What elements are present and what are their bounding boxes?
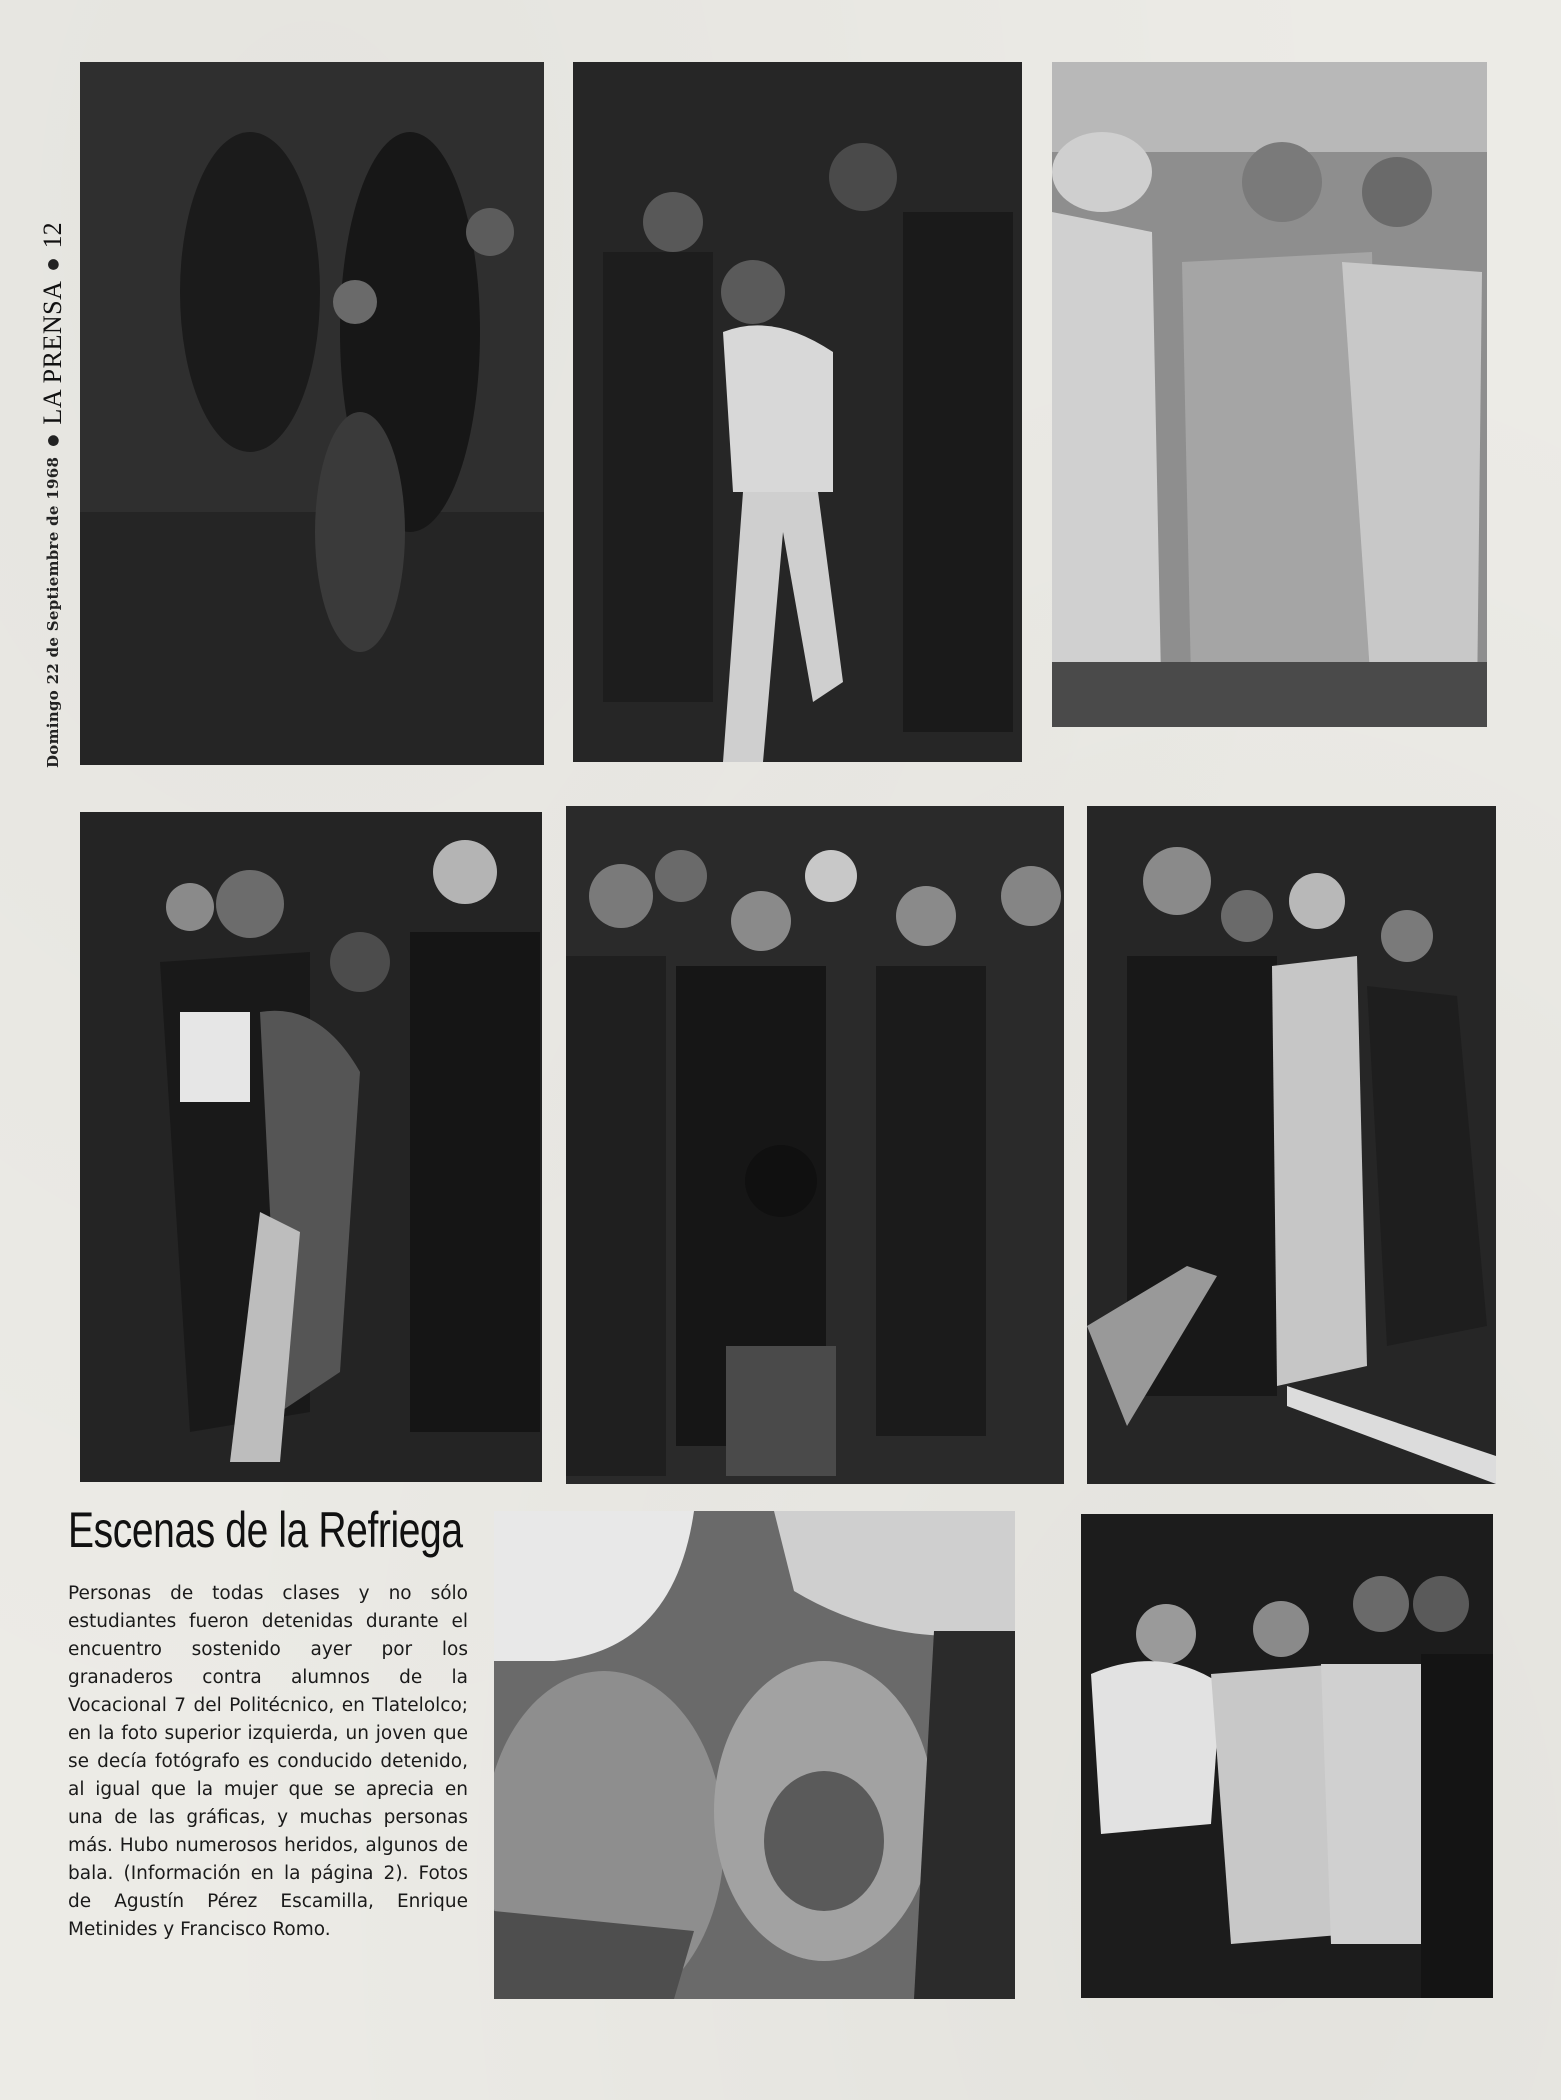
photo-man-with-coat-detained	[1087, 806, 1496, 1484]
masthead-line	[38, 222, 68, 768]
masthead	[8, 48, 68, 768]
photo-detained-photographer	[80, 62, 544, 765]
photo-older-man-detained	[1052, 62, 1487, 727]
masthead-page-number: 12	[38, 222, 67, 249]
article-caption: Personas de todas clases y no sólo estudiantes fueron detenidas durante el encuentro sostenido ayer por los granaderos contra alumnos de la Vocacional 7 del Politécnico, en Tlatelolco; en la foto superior izquierda, un joven que se decía fotógrafo es conducido detenido, al igual que la mujer que se aprecia en una de las gráficas, y muchas personas más. Hubo numerosos heridos, algunos de bala. (Información en la página 2). Fotos de Agustín Pérez Escamilla, Enrique Metinides y Francisco Romo.	[68, 1583, 468, 1940]
photo-group-escorted-by-police	[566, 806, 1064, 1484]
masthead-paper-name: LA PRENSA	[38, 280, 67, 425]
photo-injured-man-closeup	[494, 1511, 1015, 1999]
masthead-separator: ●	[45, 434, 61, 447]
masthead-date: Domingo 22 de Septiembre de 1968	[44, 456, 62, 768]
masthead-separator-2: ●	[45, 258, 61, 271]
photo-young-man-escorted	[573, 62, 1022, 762]
photo-men-carried-away	[1081, 1514, 1493, 1998]
photo-woman-detained	[80, 812, 542, 1482]
article-headline: Escenas de la Refriega	[68, 1502, 463, 1558]
